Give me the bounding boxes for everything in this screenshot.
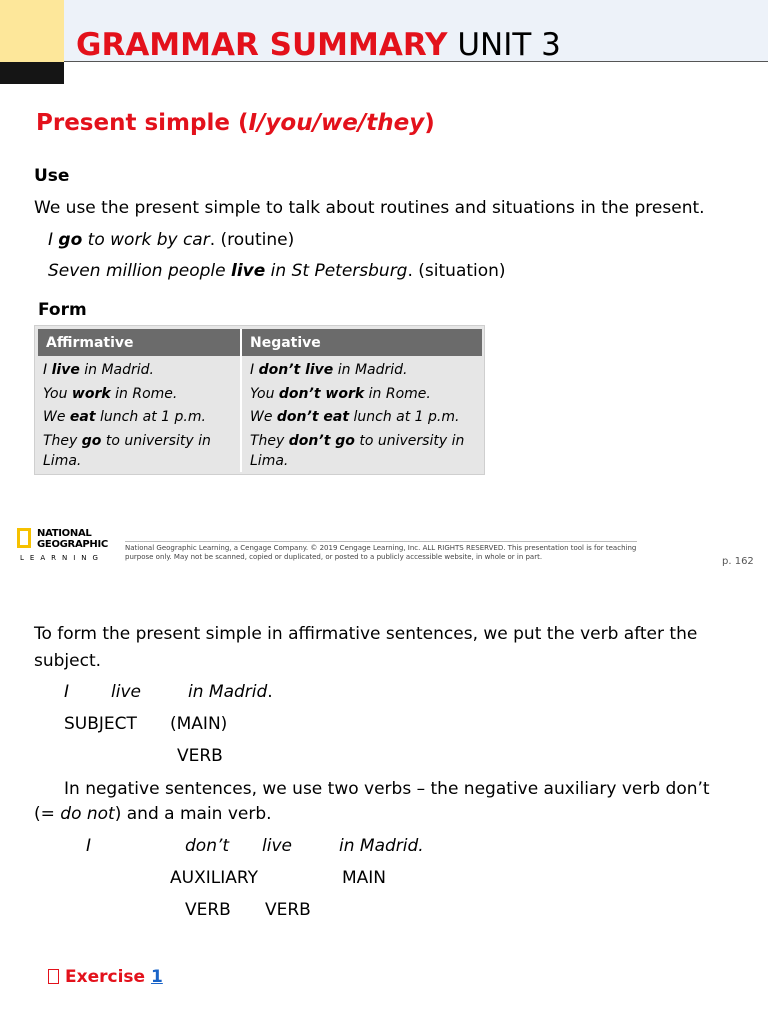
label-main-verb: MAIN [342,868,387,888]
example-place: in Madrid. [188,682,273,702]
label-main-verb-verb: VERB [265,900,311,920]
use-label: Use [34,166,70,186]
table-header-affirmative: Affirmative [38,329,241,356]
negative-example-auxiliary: don’t [185,836,230,856]
notes-affirmative-line1: To form the present simple in affirmative sentences, we put the verb after the [34,624,698,644]
table-cell-affirmative: I live in Madrid. [43,362,155,378]
notes-affirmative-line2: subject. [34,651,102,671]
footer-divider [125,541,637,542]
page-title-unit: UNIT 3 [457,27,561,63]
logo-yellow-frame-icon [17,528,31,548]
header-yellow-block [0,0,64,62]
page-title [76,25,561,65]
page-title-red: GRAMMAR SUMMARY [76,27,448,63]
example-routine: I go to work by car. (routine) [48,230,295,250]
label-subject: SUBJECT [64,714,137,734]
table-header-negative: Negative [242,329,482,356]
label-auxiliary: AUXILIARY [170,868,258,888]
negative-example-verb: live [262,836,292,856]
example-situation: Seven million people live in St Petersburg. (situation) [48,261,506,281]
national-geographic-logo: NATIONAL GEOGRAPHIC LEARNING [17,528,107,564]
table-cell-negative: We don’t eat lunch at 1 p.m. [250,409,460,425]
table-cell-affirmative: They go to university in Lima. [43,433,211,469]
negative-example-place: in Madrid. [339,836,424,856]
table-cell-affirmative: You work in Rome. [43,386,178,402]
label-verb: VERB [177,746,223,766]
table-cell-negative: You don’t work in Rome. [250,386,431,402]
copyright-notice: National Geographic Learning, a Cengage Company. © 2019 Cengage Learning, Inc. ALL RIGHTS RESERVED. This presentation tool is for teaching purpose only. May not be scanned, copied or duplicated, or posted to a publicly accessible website, in whole or in part. [125,544,637,561]
page-number: p. 162 [722,556,754,567]
section-heading-italic: I/you/we/they [248,110,425,136]
form-table [34,325,485,475]
header-black-block [0,62,64,84]
table-column-divider [240,329,242,472]
table-cell-negative: I don’t live in Madrid. [250,362,408,378]
table-cell-affirmative: We eat lunch at 1 p.m. [43,409,206,425]
notes-negative-line1: In negative sentences, we use two verbs – the negative auxiliary verb don’t [64,779,710,799]
section-heading-suffix: ) [424,110,435,136]
section-heading [36,110,435,136]
use-text: We use the present simple to talk about routines and situations in the present. [34,198,705,218]
example-verb: live [111,682,141,702]
exercise-link[interactable]: 1 [150,967,163,987]
label-auxiliary-verb: VERB [185,900,231,920]
exercise-link-row [48,967,163,987]
notes-negative-line2: (= do not) and a main verb. [34,804,272,824]
section-heading-prefix: Present simple ( [36,110,249,136]
checkbox-icon [48,969,59,984]
negative-example-subject: I [86,836,92,856]
form-label: Form [38,300,87,320]
label-main: (MAIN) [170,714,228,734]
exercise-label: Exercise [65,967,151,987]
example-subject: I [64,682,70,702]
table-cell-negative: They don’t go to university in Lima. [250,433,465,469]
